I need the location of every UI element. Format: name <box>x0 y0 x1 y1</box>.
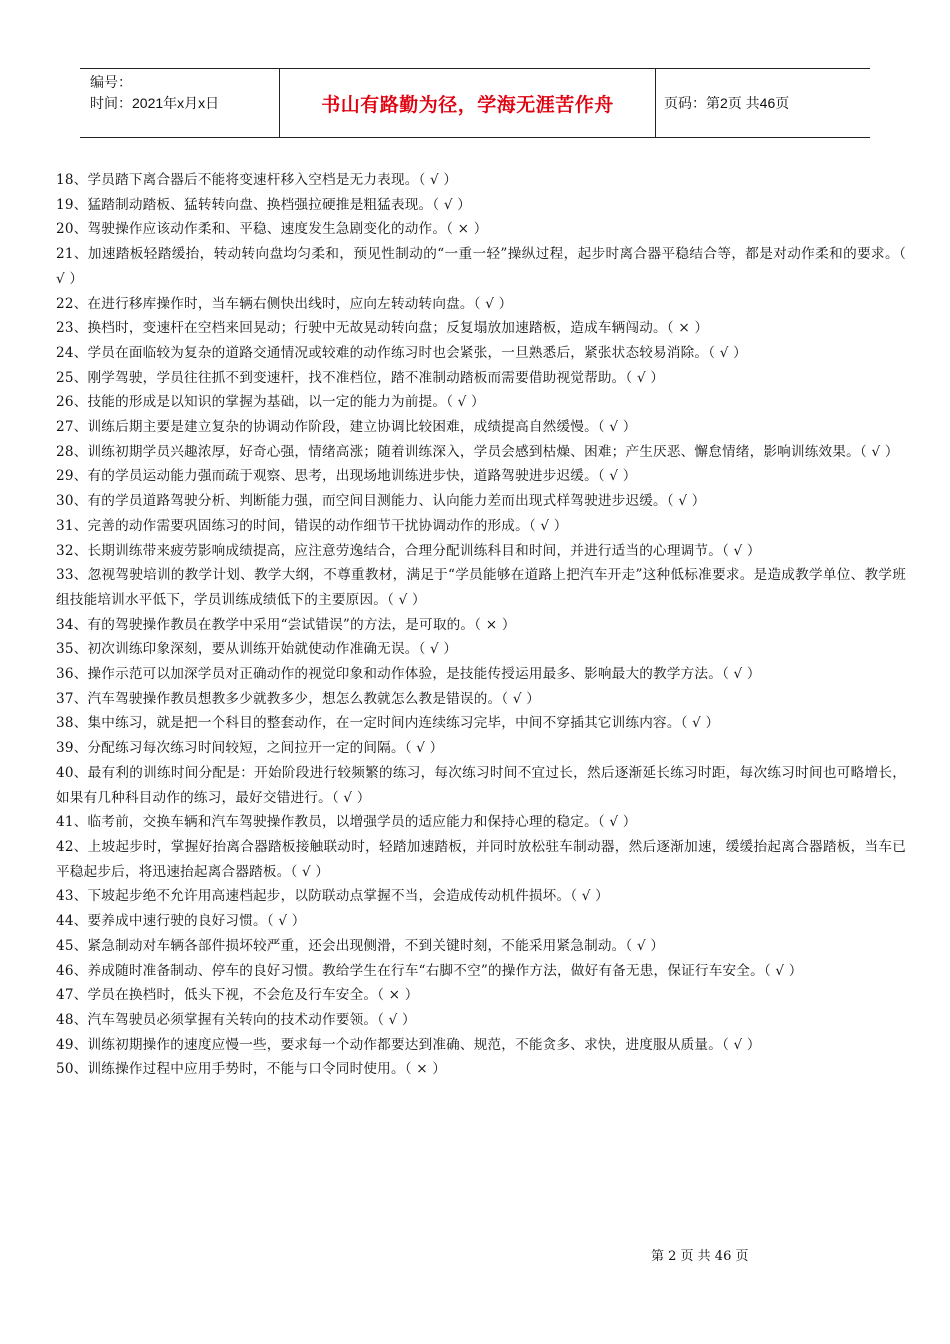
question-item: 46、养成随时准备制动、停车的良好习惯。教给学生在行车“右脚不空”的操作方法，做好有备无患，保证行车安全。（ √ ） <box>56 962 803 979</box>
question-item: 45、紧急制动对车辆各部件损坏较严重，还会出现侧滑，不到关键时刻，不能采用紧急制动。（ √ ） <box>56 937 665 954</box>
question-item: 43、下坡起步绝不允许用高速档起步，以防联动点掌握不当，会造成传动机件损坏。（ √ ） <box>56 888 609 905</box>
question-item: 18、学员踏下离合器后不能将变速杆移入空档是无力表现。（ √ ） <box>56 172 458 188</box>
question-item: 41、临考前，交换车辆和汽车驾驶操作教员，以增强学员的适应能力和保持心理的稳定。（ √ ） <box>56 814 637 831</box>
question-item: 37、汽车驾驶操作教员想教多少就教多少，想怎么教就怎么教是错误的。（ √ ） <box>56 690 540 707</box>
question-item: 49、训练初期操作的速度应慢一些，要求每一个动作都要达到准确、规范，不能贪多、求快，进度服从质量。（ √ ） <box>56 1036 761 1053</box>
question-item: 20、驾驶操作应该动作柔和、平稳、速度发生急剧变化的动作。（ × ） <box>56 221 488 238</box>
question-item: 27、训练后期主要是建立复杂的协调动作阶段，建立协调比较困难，成绩提高自然缓慢。（ √ ） <box>56 419 637 436</box>
question-item: 48、汽车驾驶员必须掌握有关转向的技术动作要领。（ √ ） <box>56 1011 416 1028</box>
question-item: 47、学员在换档时，低头下视，不会危及行车安全。（ × ） <box>56 987 419 1004</box>
question-item: 30、有的学员道路驾驶分析、判断能力强，而空间目测能力、认向能力差而出现式样驾驶进步迟缓。（ √ ） <box>56 493 706 510</box>
question-item: 35、初次训练印象深刻，要从训练开始就使动作准确无误。（ √ ） <box>56 641 458 658</box>
question-item: 44、要养成中速行驶的良好习惯。（ √ ） <box>56 913 306 930</box>
page-header <box>80 68 870 138</box>
page-label: 页码：第2页 共46页 <box>664 95 790 111</box>
header-motto <box>280 69 656 137</box>
header-page-info <box>656 69 870 137</box>
question-item: 36、操作示范可以加深学员对正确动作的视觉印象和动作体验，是技能传授运用最多、影响最大的教学方法。（ √ ） <box>56 666 761 683</box>
question-item: 31、完善的动作需要巩固练习的时间，错误的动作细节干扰协调动作的形成。（ √ ） <box>56 517 568 534</box>
question-item: 25、刚学驾驶，学员往往抓不到变速杆，找不准档位，踏不准制动踏板而需要借助视觉帮助。（ √ ） <box>56 369 665 386</box>
question-item: 38、集中练习，就是把一个科目的整套动作，在一定时间内连续练习完毕，中间不穿插其它训练内容。（ √ ） <box>56 715 720 732</box>
question-item: 19、猛踏制动踏板、猛转转向盘、换档强拉硬推是粗猛表现。（ √ ） <box>56 196 472 213</box>
number-label: 编号： <box>90 74 132 90</box>
question-item: 40、最有利的训练时间分配是：开始阶段进行较频繁的练习，每次练习时间不宜过长，然后逐渐延长练习时距，每次练习时间也可略增长，如果有几种科目动作的练习，最好交错进行。（ √ ） <box>56 764 906 806</box>
question-item: 32、长期训练带来疲劳影响成绩提高，应注意劳逸结合，合理分配训练科目和时间，并进行适当的心理调节。（ √ ） <box>56 542 761 559</box>
question-item: 42、上坡起步时，掌握好抬离合器踏板接触联动时，轻踏加速踏板，并同时放松驻车制动器，然后逐渐加速，缓缓抬起离合器踏板，当车已平稳起步后，将迅速抬起离合器踏板。（ √ ） <box>56 838 906 880</box>
question-list <box>56 168 906 1082</box>
motto-text: 书山有路勤为径，学海无涯苦作舟 <box>321 93 614 116</box>
question-item: 33、忽视驾驶培训的教学计划、教学大纲，不尊重教材，满足于“学员能够在道路上把汽车开走”这种低标准要求。是造成教学单位、教学班组技能培训水平低下，学员训练成绩低下的主要原因。（ √ ） <box>56 567 906 608</box>
question-item: 21、加速踏板轻踏缓抬，转动转向盘均匀柔和，预见性制动的“一重一轻”操纵过程，起步时离合器平稳结合等，都是对动作柔和的要求。（ √ ） <box>56 246 906 287</box>
question-item: 26、技能的形成是以知识的掌握为基础，以一定的能力为前提。（ √ ） <box>56 394 485 411</box>
question-item: 23、换档时，变速杆在空档来回晃动；行驶中无故晃动转向盘；反复塌放加速踏板，造成车辆闯动。（ × ） <box>56 320 709 337</box>
question-item: 29、有的学员运动能力强而疏于观察、思考，出现场地训练进步快，道路驾驶进步迟缓。（ √ ） <box>56 468 637 485</box>
question-item: 39、分配练习每次练习时间较短，之间拉开一定的间隔。（ √ ） <box>56 740 444 757</box>
footer-page-number: 第 2 页 共 46 页 <box>651 1249 749 1264</box>
question-item: 50、训练操作过程中应用手势时，不能与口令同时使用。（ × ） <box>56 1061 447 1078</box>
question-item: 24、学员在面临较为复杂的道路交通情况或较难的动作练习时也会紧张，一旦熟悉后，紧张状态较易消除。（ √ ） <box>56 344 747 361</box>
question-item: 28、训练初期学员兴趣浓厚，好奇心强，情绪高涨；随着训练深入，学员会感到枯燥、困难；产生厌恶、懈怠情绪，影响训练效果。（ √ ） <box>56 443 899 460</box>
header-meta <box>80 69 280 137</box>
time-label: 时间：2021年x月x日 <box>90 95 220 111</box>
question-item: 34、有的驾驶操作教员在教学中采用“尝试错误”的方法，是可取的。（ × ） <box>56 616 516 633</box>
question-item: 22、在进行移库操作时，当车辆右侧快出线时，应向左转动转向盘。（ √ ） <box>56 295 513 312</box>
page-footer <box>651 1245 748 1264</box>
